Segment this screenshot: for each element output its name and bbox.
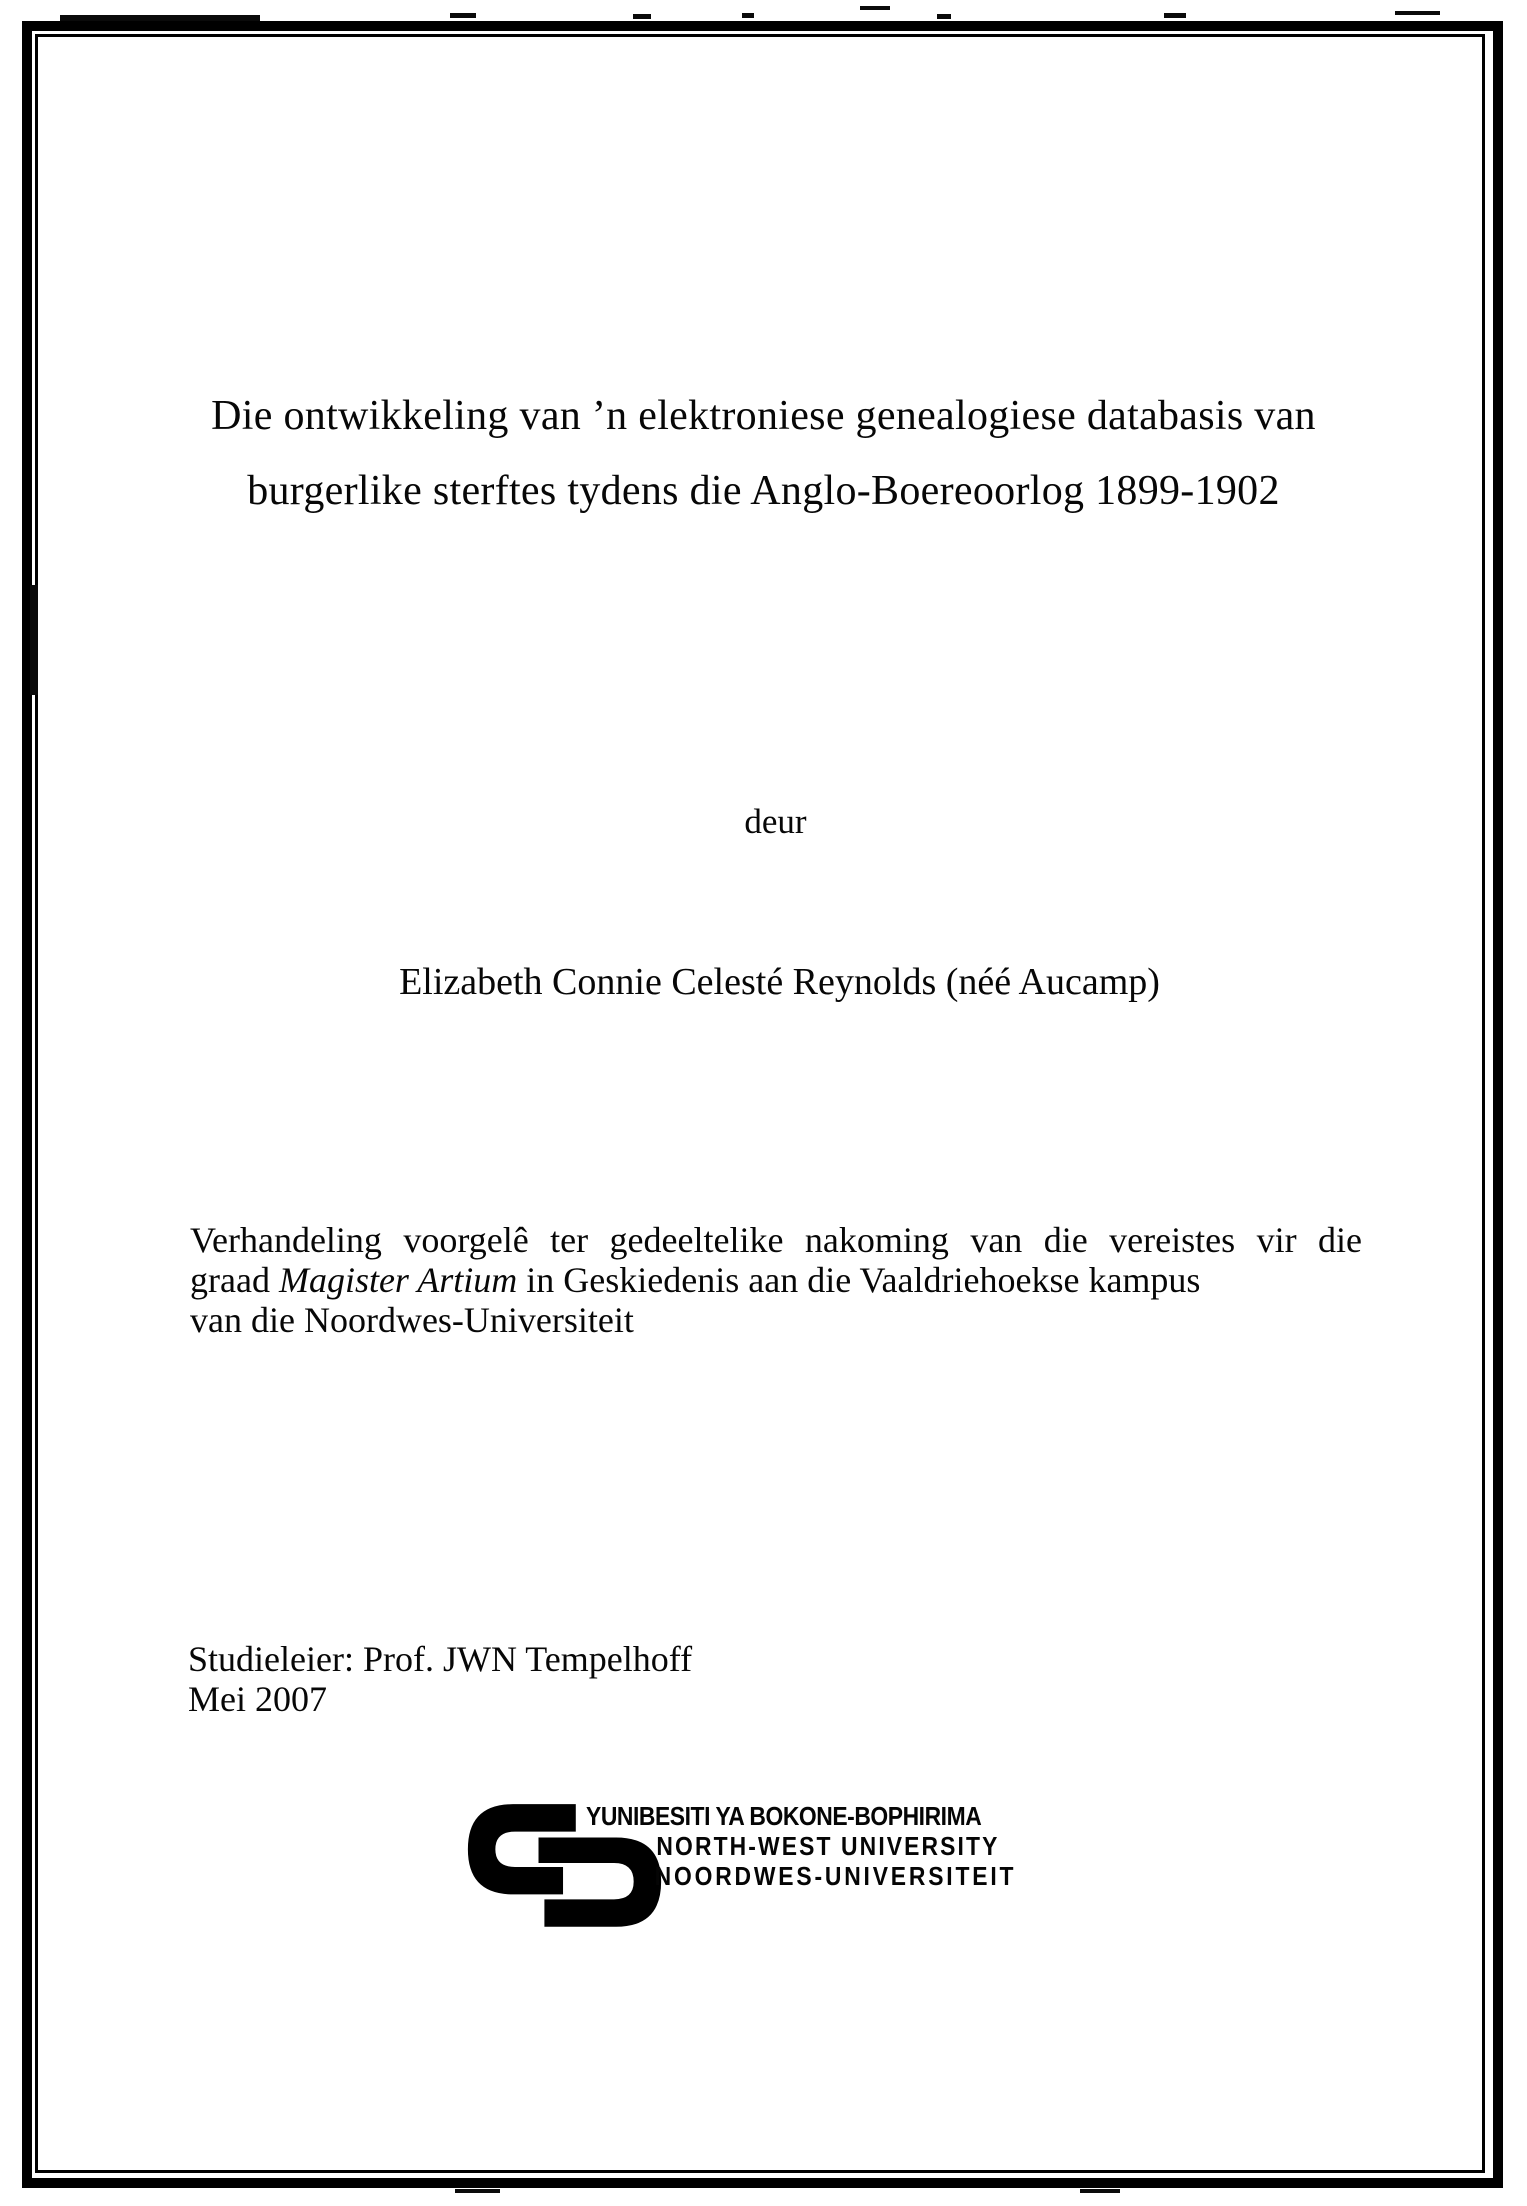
logo-text-line-1: YUNIBESITI YA BOKONE-BOPHIRIMA: [586, 1801, 982, 1831]
degree-line-2-post: in Geskiedenis aan die Vaaldriehoekse kampus: [517, 1260, 1201, 1300]
byline-deur: deur: [744, 802, 807, 841]
scan-noise: [937, 14, 951, 19]
university-logo-text: [586, 1801, 1016, 1891]
scan-noise: [633, 14, 651, 19]
credits: [188, 1639, 692, 1719]
date-line: Mei 2007: [188, 1679, 327, 1719]
scan-noise: [450, 13, 476, 18]
university-logo: [462, 1798, 1102, 1938]
scan-noise: [30, 585, 38, 695]
scan-noise: [742, 13, 754, 18]
degree-statement-line-3: van die Noordwes-Universiteit: [190, 1300, 634, 1340]
scan-noise: [60, 15, 260, 21]
scan-noise: [455, 2189, 500, 2193]
title-line-1: Die ontwikkeling van ’n elektroniese genealogiese databasis van: [211, 393, 1316, 439]
supervisor-line: Studieleier: Prof. JWN Tempelhoff: [188, 1639, 693, 1679]
scan-noise: [1080, 2189, 1120, 2193]
author-name: Elizabeth Connie Celesté Reynolds (néé Aucamp): [399, 961, 1160, 1003]
logo-text-line-2: NORTH-WEST UNIVERSITY: [656, 1831, 1000, 1861]
degree-statement-line-1: Verhandeling voorgelê ter gedeeltelike nakoming van die vereistes vir die: [190, 1220, 1362, 1260]
scan-noise: [1164, 13, 1186, 18]
degree-statement: [190, 1220, 1362, 1340]
degree-statement-line-2: [190, 1260, 1362, 1300]
thesis-title: [0, 379, 1527, 529]
scan-noise: [860, 6, 890, 10]
title-line-2: burgerlike sterftes tydens die Anglo-Boereoorlog 1899-1902: [247, 468, 1280, 514]
degree-line-2-pre: graad: [190, 1260, 279, 1300]
degree-name-italic: Magister Artium: [278, 1260, 518, 1300]
scan-noise: [1395, 11, 1440, 15]
logo-text-line-3: NOORDWES-UNIVERSITEIT: [654, 1861, 1017, 1891]
